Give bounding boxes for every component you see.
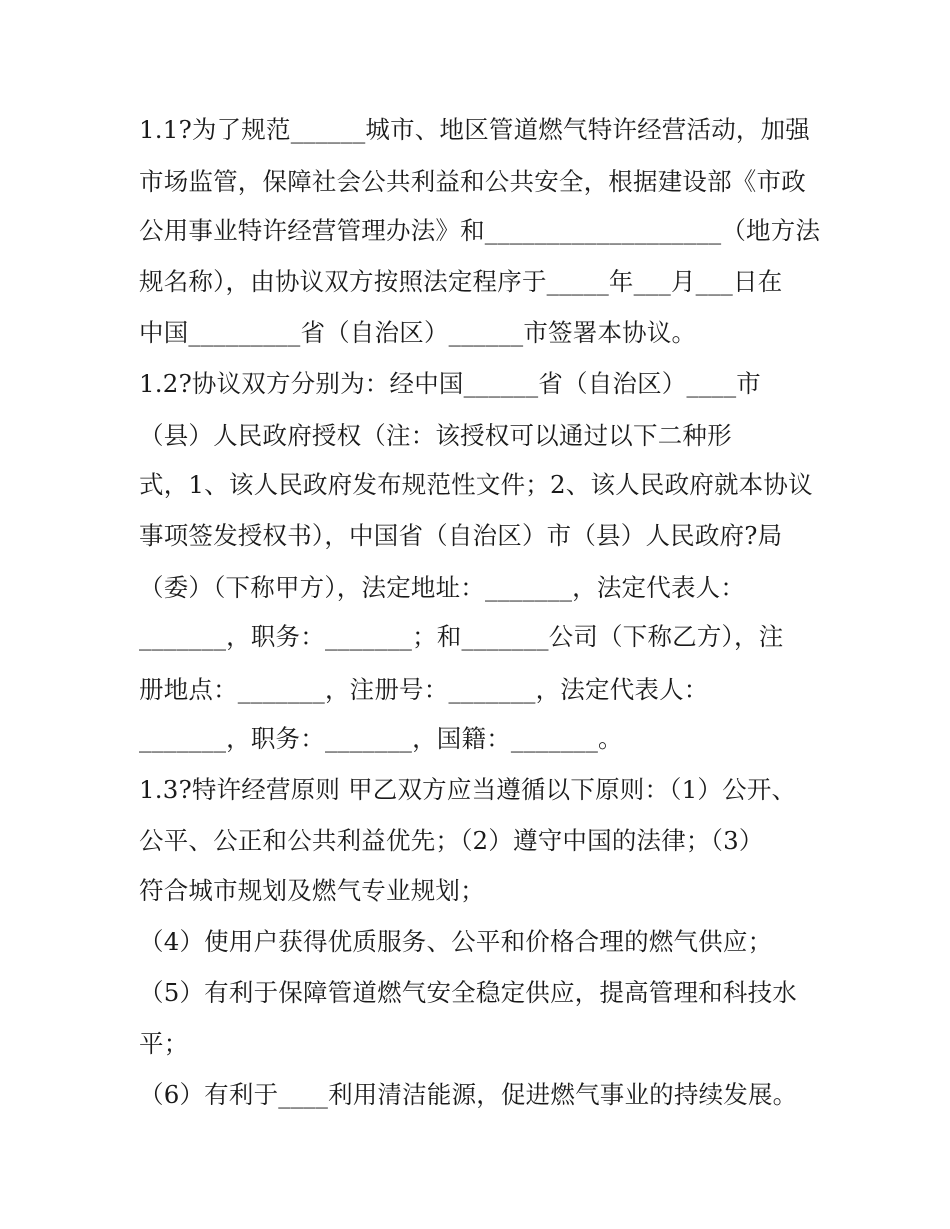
text-line: 公平、公正和公共利益优先；（2）遵守中国的法律；（3） (139, 826, 764, 855)
text-line: 符合城市规划及燃气专业规划； (139, 876, 485, 905)
text-line: （县）人民政府授权（注：该授权可以通过以下二种形 (139, 421, 732, 450)
text-line: _______，职务：_______，国籍：_______。 (139, 724, 623, 753)
text-line: 1.1?为了规范______城市、地区管道燃气特许经营活动，加强 (139, 115, 810, 144)
text-line: （4）使用户获得优质服务、公平和价格合理的燃气供应； (139, 927, 773, 956)
text-line: 式，1、该人民政府发布规范性文件；2、该人民政府就本协议 (139, 470, 813, 499)
text-line: 平； (139, 1029, 189, 1058)
text-line: 中国_________省（自治区）______市签署本协议。 (139, 318, 697, 347)
text-line: _______，职务：_______；和_______公司（下称乙方），注 (139, 622, 784, 651)
text-line: （委）（下称甲方），法定地址：_______，法定代表人： (139, 573, 746, 602)
text-line: 1.3?特许经营原则 甲乙双方应当遵循以下原则：（1）公开、 (139, 775, 797, 804)
text-line: 1.2?协议双方分别为：经中国______省（自治区）____市 (139, 369, 761, 398)
text-line: 册地点：_______，注册号：_______，法定代表人： (139, 675, 709, 704)
text-line: 公用事业特许经营管理办法》和___________________（地方法 (139, 216, 821, 245)
text-line: 规名称），由协议双方按照法定程序于_____年___月___日在 (139, 267, 783, 296)
text-line: （5）有利于保障管道燃气安全稳定供应，提高管理和科技水 (139, 978, 797, 1007)
text-line: （6）有利于____利用清洁能源，促进燃气事业的持续发展。 (139, 1080, 798, 1109)
text-line: 事项签发授权书），中国省（自治区）市（县）人民政府?局 (139, 521, 783, 550)
text-line: 市场监管，保障社会公共利益和公共安全，根据建设部《市政 (139, 167, 806, 196)
